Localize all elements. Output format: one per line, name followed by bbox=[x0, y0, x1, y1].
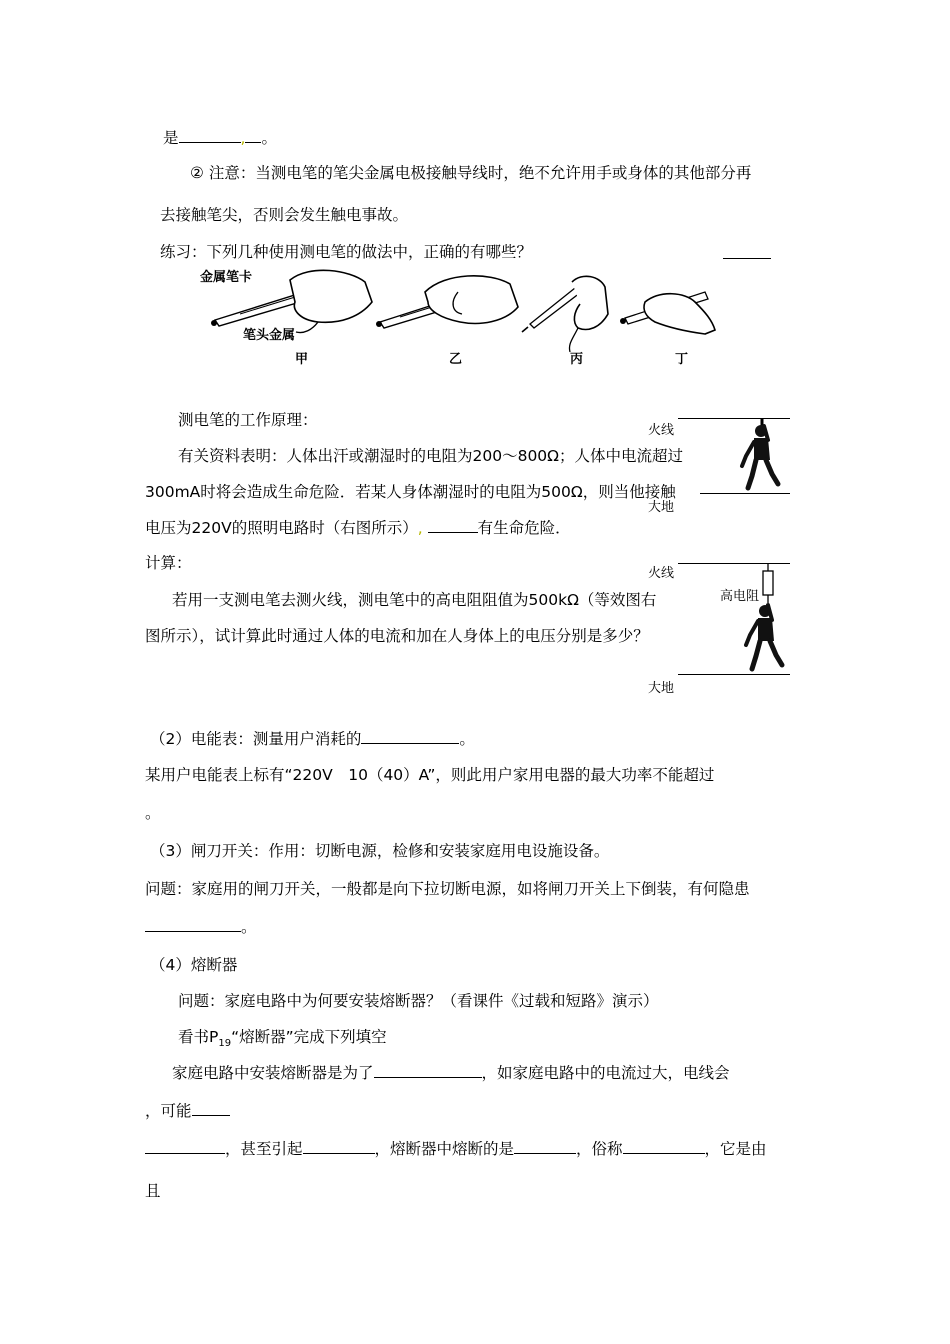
line-6: 有关资料表明：人体出汗或潮湿时的电阻为200～800Ω；人体中电流超过 bbox=[178, 447, 684, 465]
text: ，甚至引起 bbox=[225, 1140, 303, 1158]
text: 有生命危险． bbox=[477, 519, 571, 537]
line-22 bbox=[145, 1101, 230, 1121]
line-21 bbox=[172, 1063, 730, 1083]
answer-blank bbox=[145, 917, 241, 932]
label-live-2: 火线 bbox=[648, 566, 675, 581]
label-tip-metal: 笔头金属 bbox=[243, 328, 296, 343]
pen-ding bbox=[620, 292, 715, 334]
answer-blank bbox=[145, 1139, 225, 1154]
subscript: 19 bbox=[218, 1038, 232, 1050]
text: ，俗称 bbox=[576, 1140, 623, 1158]
answer-blank bbox=[514, 1139, 576, 1154]
mark: , bbox=[240, 129, 246, 147]
text: ，如家庭电路中的电流过大，电线会 bbox=[481, 1064, 730, 1082]
line-8 bbox=[145, 518, 571, 538]
line-3: 去接触笔尖，否则会发生触电事故。 bbox=[160, 206, 409, 224]
text: 。 bbox=[241, 918, 257, 936]
text: 。 bbox=[459, 730, 475, 748]
line-4: 练习：下列几种使用测电笔的做法中，正确的有哪些？ bbox=[160, 243, 533, 261]
line-2 bbox=[190, 163, 751, 183]
test-pen-figure bbox=[200, 262, 730, 372]
answer-blank bbox=[361, 729, 459, 744]
line-1 bbox=[163, 128, 277, 148]
answer-blank bbox=[428, 518, 478, 533]
line-11: 图所示），试计算此时通过人体的电流和加在人身体上的电压分别是多少？ bbox=[145, 627, 649, 645]
line-12 bbox=[150, 729, 475, 749]
text: 是 bbox=[163, 129, 179, 147]
line-10: 若用一支测电笔去测火线，测电笔中的高电阻阻值为500kΩ（等效图右 bbox=[172, 591, 657, 609]
mark: , bbox=[417, 519, 423, 537]
line-24: 且 bbox=[145, 1182, 161, 1200]
caption-bing: 丙 bbox=[570, 352, 584, 367]
text: ，可能 bbox=[145, 1102, 192, 1120]
text: 家庭电路中安装熔断器是为了 bbox=[172, 1064, 374, 1082]
answer-blank bbox=[374, 1063, 482, 1078]
text: ，它是由 bbox=[704, 1140, 767, 1158]
line-16: 问题：家庭用的闸刀开关，一般都是向下拉切断电源，如将闸刀开关上下倒装，有何隐患 bbox=[145, 880, 750, 898]
resistor-person-figure bbox=[740, 563, 790, 675]
person-figure bbox=[740, 418, 790, 494]
answer-blank bbox=[245, 128, 261, 143]
caption-jia: 甲 bbox=[295, 352, 309, 367]
text: ② 注意：当测电笔的笔尖金属电极接触导线时，绝不允许用手或身体的其他部分再 bbox=[190, 164, 752, 182]
label-live: 火线 bbox=[648, 423, 675, 438]
text: 看书P bbox=[178, 1028, 219, 1046]
resistor-icon bbox=[763, 571, 773, 595]
answer-blank bbox=[623, 1139, 705, 1154]
line-17 bbox=[145, 917, 257, 937]
answer-blank bbox=[192, 1101, 230, 1116]
answer-blank bbox=[179, 128, 241, 143]
text: ，熔断器中熔断的是 bbox=[374, 1140, 515, 1158]
line-5: 测电笔的工作原理： bbox=[178, 411, 318, 429]
label-metal-clip: 金属笔卡 bbox=[200, 270, 253, 285]
label-ground: 大地 bbox=[648, 500, 675, 515]
pen-bing bbox=[522, 276, 608, 352]
line-19: 问题：家庭电路中为何要安装熔断器？（看课件《过载和短路》演示） bbox=[178, 992, 659, 1010]
line-23 bbox=[145, 1139, 767, 1159]
pen-yi bbox=[376, 276, 518, 328]
text: 电压为220V的照明电路时（右图所示） bbox=[145, 519, 418, 537]
line-13: 某用户电能表上标有“220V 10（40）A”，则此用户家用电器的最大功率不能超过 bbox=[145, 766, 715, 784]
label-resistor: 高电阻 bbox=[720, 589, 760, 604]
text: （2）电能表：测量用户消耗的 bbox=[150, 730, 362, 748]
caption-yi: 乙 bbox=[449, 352, 463, 367]
line-7: 300mA时将会造成生命危险．若某人身体潮湿时的电阻为500Ω，则当他接触 bbox=[145, 483, 676, 501]
label-ground-2: 大地 bbox=[648, 681, 675, 696]
caption-ding: 丁 bbox=[675, 352, 689, 367]
answer-blank bbox=[723, 244, 771, 259]
line-9: 计算： bbox=[145, 554, 192, 572]
line-18: （4）熔断器 bbox=[150, 956, 238, 974]
line-20 bbox=[178, 1027, 387, 1054]
line-14: 。 bbox=[145, 804, 161, 822]
answer-blank bbox=[303, 1139, 375, 1154]
line-15: （3）闸刀开关：作用：切断电源，检修和安装家庭用电设施设备。 bbox=[150, 842, 610, 860]
text: “熔断器”完成下列填空 bbox=[231, 1028, 387, 1046]
text: 。 bbox=[261, 129, 277, 147]
